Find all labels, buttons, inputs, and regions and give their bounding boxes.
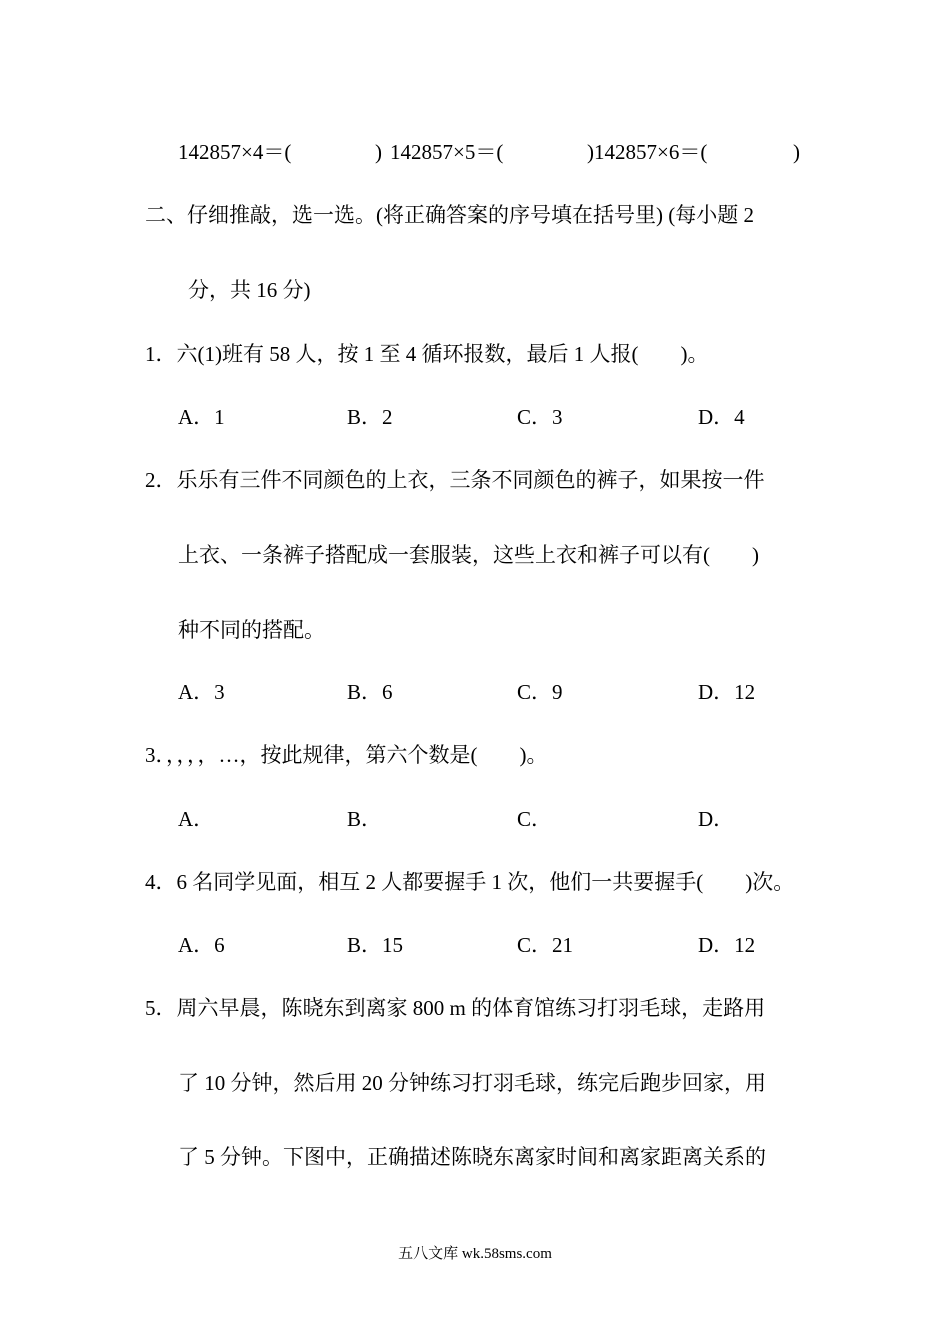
fill-expr-1: 142857×4＝( xyxy=(178,140,292,164)
footer-watermark: 五八文库 wk.58sms.com xyxy=(398,1246,552,1262)
question-2-line-2: 上衣、一条裤子搭配成一套服装，这些上衣和裤子可以有( ) xyxy=(178,543,759,567)
section-heading: 二、仔细推敲，选一选。(将正确答案的序号填在括号里) (每小题 2 xyxy=(145,203,754,227)
q3-option-b: B． xyxy=(347,807,383,831)
question-2-line-3: 种不同的搭配。 xyxy=(178,618,325,642)
q4-option-b: B．15 xyxy=(347,933,404,957)
question-2: 2．乐乐有三件不同颜色的上衣，三条不同颜色的裤子，如果按一件 xyxy=(145,468,765,492)
q4-option-c: C．21 xyxy=(517,933,574,957)
question-3: 3．，，，，…，按此规律，第六个数是( )。 xyxy=(145,743,548,767)
fill-expr-1-close: ) xyxy=(375,140,382,164)
fill-expr-3-close: ) xyxy=(793,140,800,164)
q3-option-c: C． xyxy=(517,807,553,831)
q2-option-d: D．12 xyxy=(698,680,756,704)
fill-expr-2-close: ) xyxy=(587,140,594,164)
q1-option-c: C．3 xyxy=(517,405,563,429)
question-4: 4．6 名同学见面，相互 2 人都要握手 1 次，他们一共要握手( )次。 xyxy=(145,870,795,894)
question-5-line-2: 了 10 分钟，然后用 20 分钟练习打羽毛球，练完后跑步回家，用 xyxy=(178,1071,766,1095)
question-1: 1．六(1)班有 58 人，按 1 至 4 循环报数，最后 1 人报( )。 xyxy=(145,342,709,366)
q1-option-a: A．1 xyxy=(178,405,225,429)
question-5-line-3: 了 5 分钟。下图中，正确描述陈晓东离家时间和离家距离关系的 xyxy=(178,1145,766,1169)
section-heading-cont: 分，共 16 分) xyxy=(188,278,311,302)
q4-option-d: D．12 xyxy=(698,933,756,957)
q3-option-d: D． xyxy=(698,807,735,831)
q2-option-c: C．9 xyxy=(517,680,563,704)
q2-option-b: B．6 xyxy=(347,680,393,704)
fill-expr-2: 142857×5＝( xyxy=(390,140,504,164)
question-5: 5．周六早晨，陈晓东到离家 800 m 的体育馆练习打羽毛球，走路用 xyxy=(145,996,766,1020)
q4-option-a: A．6 xyxy=(178,933,225,957)
q1-option-b: B．2 xyxy=(347,405,393,429)
fill-expr-3: 142857×6＝( xyxy=(594,140,708,164)
q1-option-d: D．4 xyxy=(698,405,745,429)
q3-option-a: A． xyxy=(178,807,215,831)
q2-option-a: A．3 xyxy=(178,680,225,704)
